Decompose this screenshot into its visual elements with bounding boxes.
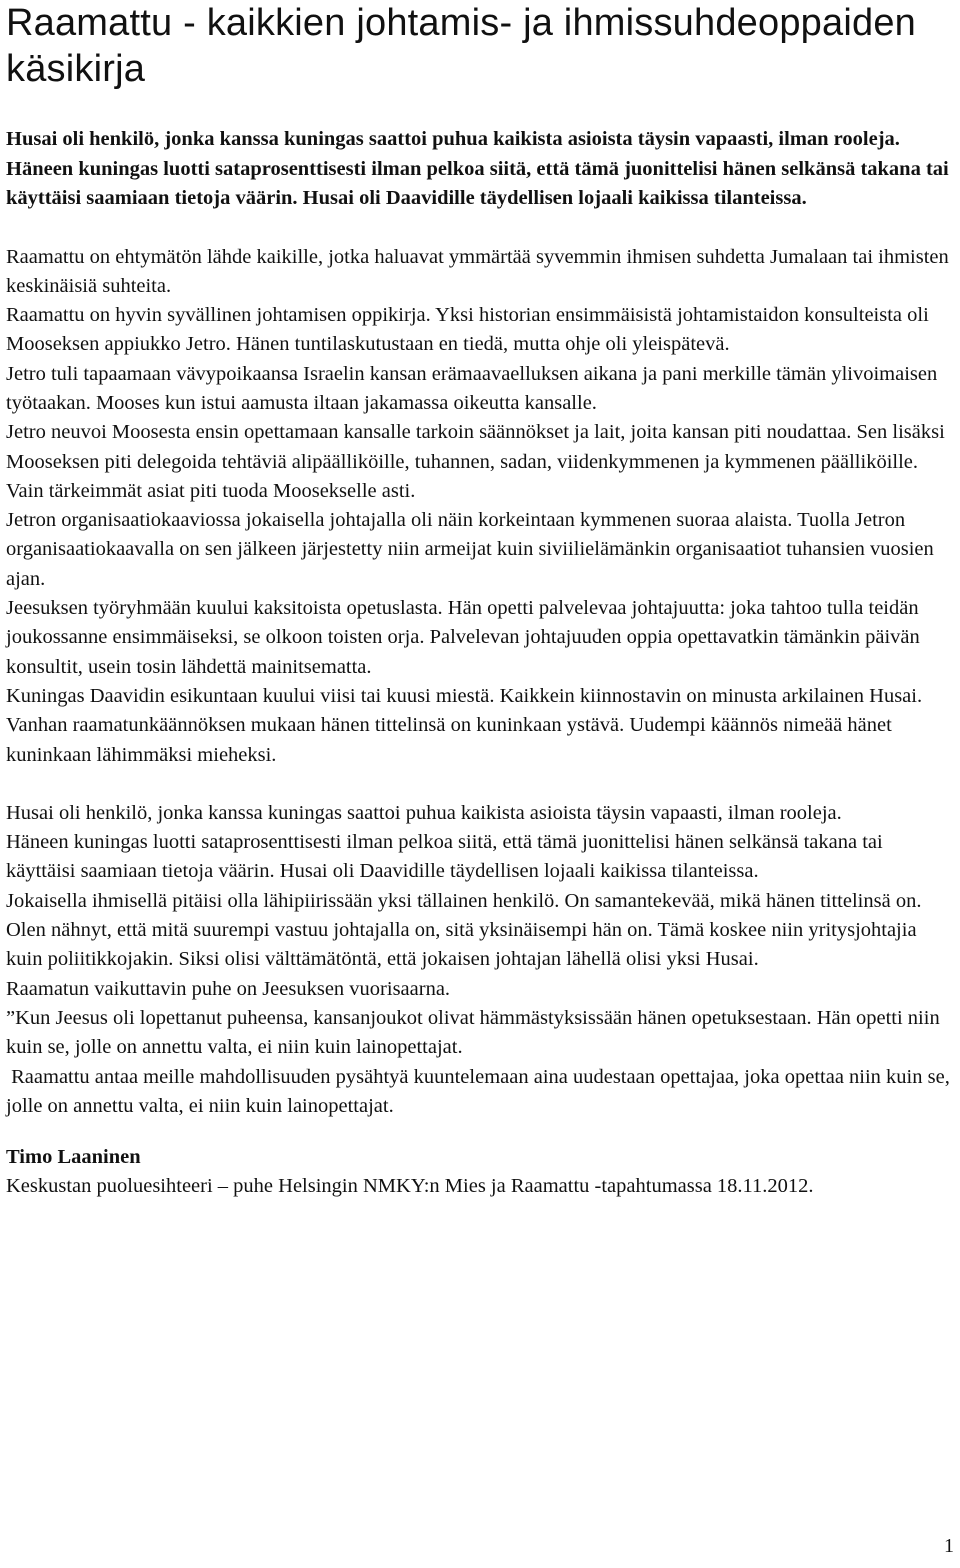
paragraph: Raamattu antaa meille mahdollisuuden pysähtyä kuuntelemaan aina uudestaan opettajaa, joka opettaa niin kuin se, jolle on annettu valta, ei niin kuin lainopettajat. [6, 1065, 955, 1117]
body-section-1 [6, 243, 956, 770]
paragraph: Kuningas Daavidin esikuntaan kuului viisi tai kuusi miestä. Kaikkein kiinnostavin on minusta arkilainen Husai. Vanhan raamatunkäännöksen mukaan hänen tittelinsä on kuninkaan ystävä. Uudempi käännös nimeää hänet kuninkaan lähimmäksi mieheksi. [6, 684, 923, 766]
intro-paragraph: Husai oli henkilö, jonka kanssa kuningas saattoi puhua kaikista asioista täysin vapaasti, ilman rooleja. Häneen kuningas luotti sataprosenttisesti ilman pelkoa siitä, että tämä juonittelisi hänen selkänsä takana tai käyttäisi saamiaan tietoja väärin. Husai oli Daavidille täydellisen lojaali kaikissa tilanteissa. [6, 128, 949, 209]
paragraph: Jetron organisaatiokaaviossa jokaisella johtajalla oli näin korkeintaan kymmenen suoraa alaista. Tuolla Jetron organisaatiokaavalla on sen jälkeen järjestetty niin armeijat kuin siviilielämänkin organisaatiot tuhansien vuosien ajan. [6, 509, 934, 590]
author-description: Keskustan puoluesihteeri – puhe Helsingin NMKY:n Mies ja Raamattu -tapahtumassa 18.11.2012. [6, 1175, 814, 1198]
paragraph: Jetro neuvoi Moosesta ensin opettamaan kansalle tarkoin säännökset ja lait, joita kansan piti noudattaa. Sen lisäksi Mooseksen piti delegoida tehtäviä alipäälliköille, tuhannen, sadan, viidenkymmenen ja kymmenen päälliköille. Vain tärkeimmät asiat piti tuoda Moosekselle asti. [6, 421, 945, 502]
page-number: 1 [944, 1535, 954, 1557]
paragraph: Häneen kuningas luotti sataprosenttisesti ilman pelkoa siitä, että tämä juonittelisi hänen selkänsä takana tai käyttäisi saamiaan tietoja väärin. Husai oli Daavidille täydellisen lojaali kaikissa tilanteissa. [6, 831, 883, 883]
paragraph: Husai oli henkilö, jonka kanssa kuningas saattoi puhua kaikista asioista täysin vapaasti, ilman rooleja. [6, 801, 842, 824]
paragraph: Raamattu on hyvin syvällinen johtamisen oppikirja. Yksi historian ensimmäisistä johtamistaidon konsulteista oli Mooseksen appiukko Jetro. Hänen tuntilaskutustaan en tiedä, mutta ohje oli yleispätevä. [6, 304, 929, 356]
body-section-2 [6, 799, 956, 1121]
document-page [6, 0, 956, 1202]
paragraph: Raamatun vaikuttavin puhe on Jeesuksen vuorisaarna. [6, 977, 451, 1000]
author-name: Timo Laaninen [6, 1146, 141, 1169]
document-title: Raamattu - kaikkien johtamis- ja ihmissuhdeoppaiden käsikirja [6, 2, 916, 90]
paragraph: Jetro tuli tapaamaan vävypoikaansa Israelin kansan erämaavaelluksen aikana ja pani merkille tämän ylivoimaisen työtaakan. Mooses kun istui aamusta iltaan jakamassa oikeutta kansalle. [6, 362, 938, 414]
paragraph: ”Kun Jeesus oli lopettanut puheensa, kansanjoukot olivat hämmästyksissään hänen opetuksestaan. Hän opetti niin kuin se, jolle on annettu valta, ei niin kuin lainopettajat. [6, 1006, 940, 1059]
paragraph: Jokaisella ihmisellä pitäisi olla lähipiirissään yksi tällainen henkilö. On samantekevää, mikä hänen tittelinsä on. Olen nähnyt, että mitä suurempi vastuu johtajalla on, sitä yksinäisempi hän on. Tämä koskee niin yritysjohtajia kuin poliitikkojakin. Siksi olisi välttämätöntä, että jokaisen johtajan lähellä olisi yksi Husai. [6, 889, 922, 971]
paragraph: Raamattu on ehtymätön lähde kaikille, jotka haluavat ymmärtää syvemmin ihmisen suhdetta Jumalaan tai ihmisten keskinäisiä suhteita. [6, 245, 949, 297]
paragraph: Jeesuksen työryhmään kuului kaksitoista opetuslasta. Hän opetti palvelevaa johtajuutta: joka tahtoo tulla teidän joukossanne ensimmäiseksi, se olkoon toisten orja. Palvelevan johtajuuden oppia opettavatkin tämänkin päivän konsultit, usein tosin lähdettä mainitsematta. [6, 597, 920, 678]
author-signature [6, 1143, 956, 1202]
